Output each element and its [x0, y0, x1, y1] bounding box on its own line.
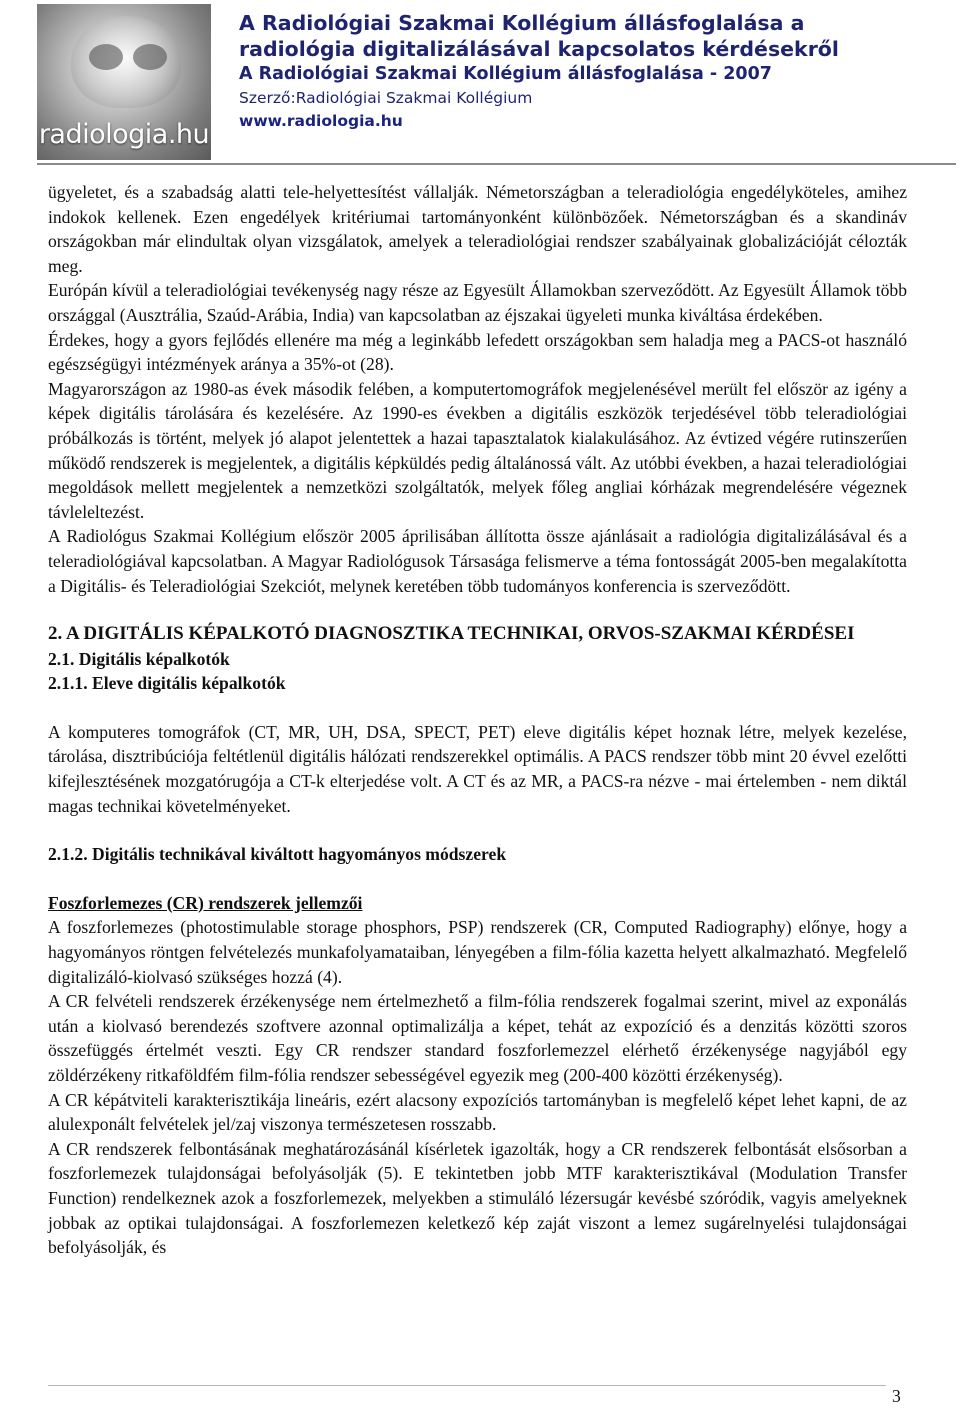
paragraph: A CR felvételi rendszerek érzékenysége nem értelmezhető a film-fólia rendszerek fogalmai szerint, mivel az exponálás után a kiolvasó berendezés szoftvere azonnal optimalizálja a képet, tehát az expozíció és a denzitás közötti szoros összefüggés értelmét veszti. Egy CR rendszer standard foszforlemezzel elérhető érzékenysége nagyjából egy zöldérzékeny ritkaföldfém film-fólia rendszer sebességével egyezik meg (200-400 közötti érzékenység).	[48, 991, 907, 1085]
subsubsection-heading: 2.1.1. Eleve digitális képalkotók	[48, 673, 286, 694]
logo-text: radiologia.hu	[38, 119, 210, 150]
header-author: Szerző:Radiológiai Szakmai Kollégium	[239, 89, 533, 107]
radiologia-logo[interactable]	[37, 4, 211, 160]
subsubsection-heading: 2.1.2. Digitális technikával kiváltott hagyományos módszerek	[48, 844, 507, 865]
paragraph: Magyarországon az 1980-as évek második felében, a komputertomográfok megjelenésével merült fel először az igény a képek digitális tárolására és kezelésére. Az 1990-es években a digitális eszközök terjedésével több teleradiológiai próbálkozás is történt, melyek jó alapot jelentettek a hazai tapasztalatok kialakulásához. Az évtized végére rutinszerűen működő rendszerek is megjelentek, a digitális képküldés pedig általánossá vált. Az utóbbi években, a hazai teleradiológiai megoldások mellett megjelentek a nemzetközi szolgáltatók, melyek főleg angliai kórházak megrendelésére végeznek távleleltezést.	[48, 378, 907, 522]
paragraph: Érdekes, hogy a gyors fejlődés ellenére ma még a leginkább lefedett országokban sem haladja meg a PACS-ot használó egészségügyi intézmények aránya a 35%-ot (28).	[48, 329, 907, 375]
topic-heading: Foszforlemezes (CR) rendszerek jellemzői	[48, 892, 363, 913]
paragraph: ügyeletet, és a szabadság alatti tele-helyettesítést vállalják. Németországban a teleradiológia engedélyköteles, amihez indokok kellenek. Ezen engedélyek kritériumai tartományonként különbözőek. Németországban és a skandináv országokban már elindultak olyan vizsgálatok, amelyek a teleradiológiai rendszer szabályainak globalizációját célozták meg.	[48, 182, 907, 276]
subsection-heading: 2.1. Digitális képalkotók	[48, 648, 230, 669]
paragraph: A foszforlemezes (photostimulable storage phosphors, PSP) rendszerek (CR, Computed Radiography) előnye, hogy a hagyományos röntgen felvételezés munkafolyamataiban, lényegében a film-fólia kazetta helyett alkalmazható. Megfelelő digitalizáló-kiolvasó szükséges hozzá (4).	[48, 917, 907, 987]
header-divider	[37, 163, 956, 165]
spacer	[48, 818, 907, 842]
page-number: 3	[892, 1386, 901, 1406]
right-orbit	[133, 44, 167, 70]
header-website-link[interactable]: www.radiologia.hu	[239, 112, 403, 130]
spacer	[48, 696, 907, 720]
spacer	[48, 598, 907, 622]
header-title-line1: A Radiológiai Szakmai Kollégium állásfoglalása a	[239, 11, 805, 35]
header-title-line2: radiológia digitalizálásával kapcsolatos kérdésekről	[239, 37, 839, 61]
left-orbit	[89, 44, 123, 70]
footer-divider	[48, 1385, 886, 1386]
paragraph: A CR képátviteli karakterisztikája lineáris, ezért alacsony expozíciós tartományban is megfelelő képet lehet kapni, de az alulexponált felvételek jel/zaj viszonya természetesen rosszabb.	[48, 1089, 907, 1135]
header-text-block	[239, 10, 939, 132]
header-subtitle: A Radiológiai Szakmai Kollégium állásfoglalása - 2007	[239, 64, 772, 84]
spacer	[48, 867, 907, 891]
paragraph: A Radiológus Szakmai Kollégium először 2005 áprilisában állította össze ajánlásait a radiológia digitalizálásával és a teleradiológiával kapcsolatban. A Magyar Radiológusok Társasága felismerve a téma fontosságát 2005-ben megalakította a Digitális- és Teleradiológiai Szekciót, melynek keretében több tudományos konferencia is szerveződött.	[48, 526, 907, 596]
paragraph: Európán kívül a teleradiológiai tevékenység nagy része az Egyesült Államokban szerveződött. Az Egyesült Államok több országgal (Ausztrália, Szaúd-Arábia, India) van kapcsolatban az éjszakai ügyeleti munka kiváltása érdekében.	[48, 280, 907, 325]
paragraph: A CR rendszerek felbontásának meghatározásánál kísérletek igazolták, hogy a CR rendszerek felbontását elsősorban a foszforlemezek tulajdonságai befolyásolják (5). E tekintetben jobb MTF karakterisztikával (Modulation Transfer Function) rendelkeznek azok a foszforlemezek, melyekben a stimuláló lézersugár kevésbé szóródik, vagyis amelyeknek jobbak az optikai tulajdonságai. A foszforlemezen keletkező kép zaját viszont a lemez sugárelnyelési tulajdonságai befolyásolják, és	[48, 1138, 907, 1258]
page-header	[0, 0, 960, 166]
document-body	[48, 180, 907, 1260]
paragraph: A komputeres tomográfok (CT, MR, UH, DSA, SPECT, PET) eleve digitális képet hoznak létre, melyek kezelése, tárolása, disztribúciója feltétlenül digitális hálózati rendszerekkel optimális. A PACS rendszer több mint 20 évvel ezelőtti kifejlesztésének mozgatórugója a CT-k elterjedése volt. A CT és az MR, a PACS-ra nézve - mai értelemben - nem diktál magas technikai követelményeket.	[48, 721, 907, 816]
section-heading: 2. A DIGITÁLIS KÉPALKOTÓ DIAGNOSZTIKA TECHNIKAI, ORVOS-SZAKMAI KÉRDÉSEI	[48, 623, 855, 645]
